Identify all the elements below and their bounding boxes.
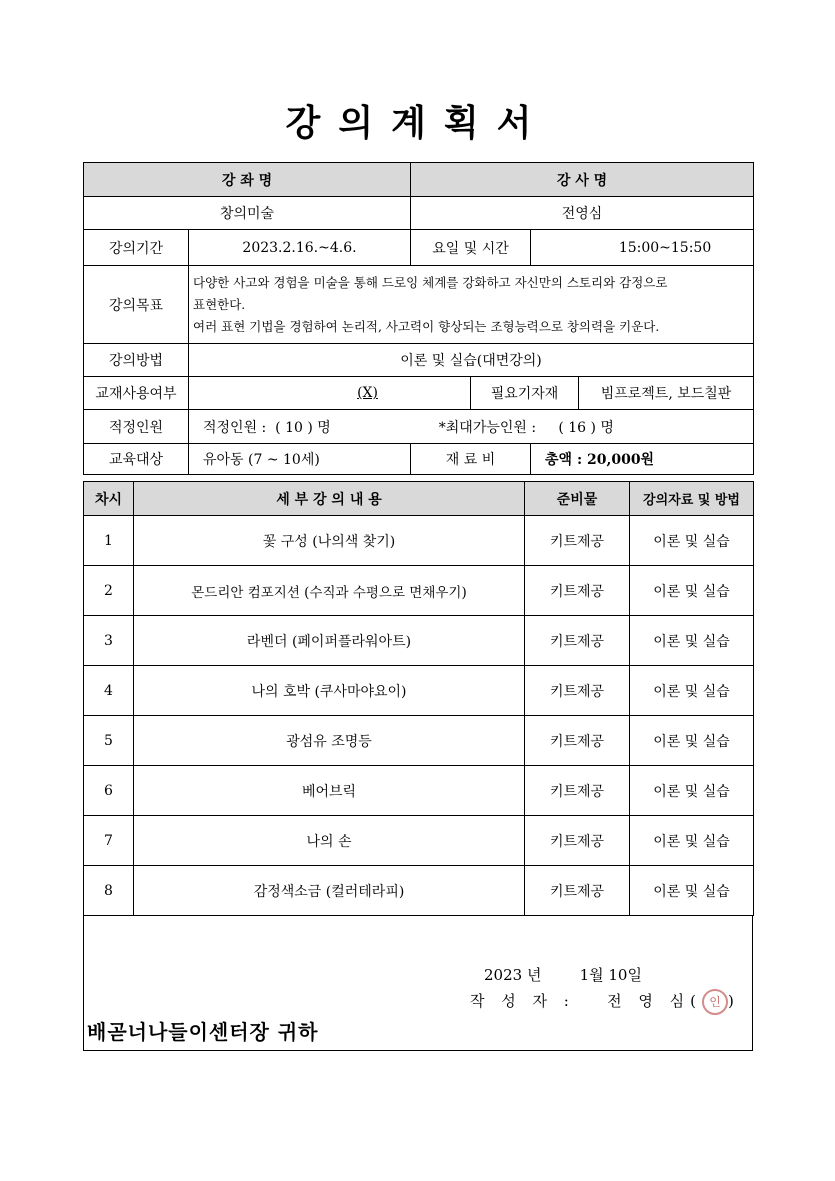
session-prep: 키트제공 (525, 516, 630, 566)
session-method-header: 강의자료 및 방법 (630, 482, 754, 516)
session-content: 감정색소금 (컬러테라피) (134, 866, 525, 916)
capacity-value (189, 410, 754, 444)
goal-line: 표현한다. (193, 296, 246, 312)
day-time-value: 15:00~15:50 (531, 230, 754, 266)
session-no: 2 (84, 566, 134, 616)
session-prep: 키트제공 (525, 766, 630, 816)
textbook-label: 교재사용여부 (84, 377, 189, 410)
goal-line: 여러 표현 기법을 경험하여 논리적, 사고력이 향상되는 조형능력으로 창의력을 키운다. (193, 318, 660, 334)
teacher-value: 전영심 (411, 197, 754, 230)
session-content: 몬드리안 컴포지션 (수직과 수평으로 면채우기) (134, 566, 525, 616)
session-prep: 키트제공 (525, 566, 630, 616)
seal-stamp: 인 (702, 989, 728, 1015)
session-no-header: 차시 (84, 482, 134, 516)
session-row (84, 516, 754, 566)
session-content: 꽃 구성 (나의색 찾기) (134, 516, 525, 566)
goal-label: 강의목표 (84, 266, 189, 344)
session-no: 4 (84, 666, 134, 716)
session-method: 이론 및 실습 (630, 666, 754, 716)
textbook-value: (X) (189, 377, 471, 410)
session-no: 8 (84, 866, 134, 916)
session-row (84, 666, 754, 716)
session-no: 3 (84, 616, 134, 666)
session-row (84, 716, 754, 766)
signature-cell (84, 916, 753, 1051)
course-info-table (83, 162, 754, 475)
equipment-label: 필요기자재 (471, 377, 579, 410)
goal-line: 다양한 사고와 경험을 미술을 통해 드로잉 체계를 강화하고 자신만의 스토리와 감정으로 (193, 274, 668, 290)
teacher-header: 강 사 명 (411, 163, 754, 197)
session-prep: 키트제공 (525, 716, 630, 766)
session-content-header: 세 부 강 의 내 용 (134, 482, 525, 516)
session-method: 이론 및 실습 (630, 816, 754, 866)
page-title: 강의계획서 (285, 103, 550, 144)
session-content: 베어브릭 (134, 766, 525, 816)
session-method: 이론 및 실습 (630, 516, 754, 566)
session-method: 이론 및 실습 (630, 866, 754, 916)
material-fee-value: 총액 : 20,000원 (531, 444, 754, 475)
material-fee-label: 재 료 비 (411, 444, 531, 475)
session-row (84, 816, 754, 866)
session-no: 6 (84, 766, 134, 816)
session-row (84, 616, 754, 666)
capacity-label: 적정인원 (84, 410, 189, 444)
course-name-header: 강 좌 명 (84, 163, 411, 197)
session-method: 이론 및 실습 (630, 616, 754, 666)
capacity-text: 적정인원 : ( 10 ) 명 (203, 419, 331, 436)
session-method: 이론 및 실습 (630, 716, 754, 766)
session-content: 광섬유 조명등 (134, 716, 525, 766)
goal-text (189, 266, 754, 344)
equipment-value: 빔프로젝트, 보드칠판 (579, 377, 754, 410)
session-prep: 키트제공 (525, 616, 630, 666)
session-prep-header: 준비물 (525, 482, 630, 516)
session-prep: 키트제공 (525, 816, 630, 866)
session-prep: 키트제공 (525, 866, 630, 916)
session-no: 5 (84, 716, 134, 766)
session-content: 나의 손 (134, 816, 525, 866)
session-method: 이론 및 실습 (630, 566, 754, 616)
period-value: 2023.2.16.~4.6. (189, 230, 411, 266)
sessions-table (83, 481, 754, 916)
period-label: 강의기간 (84, 230, 189, 266)
max-capacity-text: *최대가능인원 : ( 16 ) 명 (438, 419, 614, 436)
session-row (84, 766, 754, 816)
target-label: 교육대상 (84, 444, 189, 475)
session-row (84, 566, 754, 616)
session-no: 7 (84, 816, 134, 866)
author-line: 작 성 자 : 전 영 심( 인 ) (470, 989, 740, 1015)
session-row (84, 866, 754, 916)
course-name-value: 창의미술 (84, 197, 411, 230)
document-date: 2023 년 1월 10일 (484, 966, 642, 984)
method-value: 이론 및 실습(대면강의) (189, 344, 754, 377)
session-prep: 키트제공 (525, 666, 630, 716)
session-method: 이론 및 실습 (630, 766, 754, 816)
session-content: 라벤더 (페이퍼플라워아트) (134, 616, 525, 666)
sessions-header-row (84, 482, 754, 516)
day-time-label: 요일 및 시간 (411, 230, 531, 266)
author-text: 작 성 자 : 전 영 심 (470, 992, 691, 1010)
session-no: 1 (84, 516, 134, 566)
session-content: 나의 호박 (쿠사마야요이) (134, 666, 525, 716)
recipient: 배곧너나들이센터장 귀하 (87, 1020, 319, 1044)
target-value: 유아동 (7 ~ 10세) (189, 444, 411, 475)
signature-block (83, 915, 753, 1051)
method-label: 강의방법 (84, 344, 189, 377)
